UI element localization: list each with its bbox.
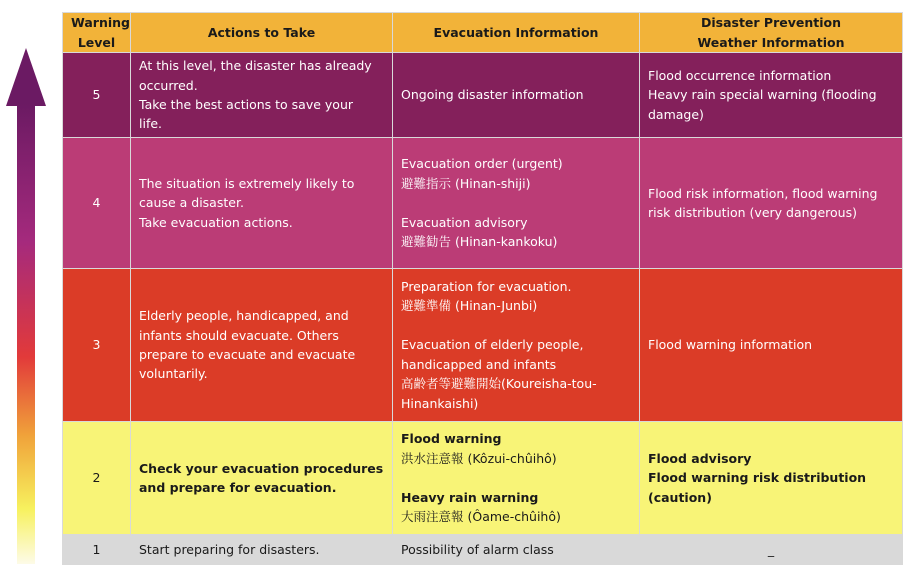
severity-arrow: [0, 0, 60, 577]
header-weather: Disaster Prevention Weather Information: [640, 13, 903, 53]
evacuation-item: Flood warning 洪水注意報 (Kôzui-chûihô): [401, 431, 557, 466]
actions-cell: Start preparing for disasters.: [131, 535, 393, 565]
warning-level-table: [62, 12, 903, 565]
header-warning-level: Warning Level: [63, 13, 131, 53]
actions-cell: The situation is extremely likely to cause a disaster. Take evacuation actions.: [131, 138, 393, 269]
table-row-level-4: [63, 138, 903, 269]
table-row-level-5: [63, 53, 903, 138]
evacuation-cell: [393, 53, 640, 138]
evacuation-cell: [393, 138, 640, 269]
weather-cell: _: [640, 535, 903, 565]
level-number: 2: [63, 422, 131, 535]
weather-cell: Flood advisory Flood warning risk distribution (caution): [640, 422, 903, 535]
evacuation-item: Ongoing disaster information: [401, 87, 584, 103]
evacuation-cell: [393, 422, 640, 535]
arrow-head: [6, 48, 46, 106]
evacuation-item: Evacuation order (urgent) 避難指示 (Hinan-shiji): [401, 156, 563, 191]
evacuation-item: Evacuation of elderly people, handicapped and infants 高齢者等避難開始(Koureisha-tou- Hinankaishi): [401, 337, 597, 411]
level-number: 5: [63, 53, 131, 138]
evacuation-item: Heavy rain warning 大雨注意報 (Ôame-chûihô): [401, 489, 561, 525]
table-row-level-2: [63, 422, 903, 535]
evacuation-cell: [393, 535, 640, 565]
header-evacuation: Evacuation Information: [393, 13, 640, 53]
weather-cell: Flood risk information, flood warning risk distribution (very dangerous): [640, 138, 903, 269]
level-number: 4: [63, 138, 131, 269]
actions-cell: At this level, the disaster has already occurred. Take the best actions to save your life.: [131, 53, 393, 138]
header-row: [63, 13, 903, 53]
level-number: 1: [63, 535, 131, 565]
arrow-shaft: [17, 104, 35, 564]
evacuation-item: Possibility of alarm class: [401, 541, 554, 557]
level-number: 3: [63, 269, 131, 422]
header-actions: Actions to Take: [131, 13, 393, 53]
table-row-level-1: [63, 535, 903, 565]
evacuation-cell: [393, 269, 640, 422]
actions-cell: Check your evacuation procedures and prepare for evacuation.: [131, 422, 393, 535]
evacuation-item: Evacuation advisory 避難勧告 (Hinan-kankoku): [401, 214, 558, 250]
weather-cell: Flood occurrence information Heavy rain special warning (flooding damage): [640, 53, 903, 138]
table-row-level-3: [63, 269, 903, 422]
actions-cell: Elderly people, handicapped, and infants should evacuate. Others prepare to evacuate and evacuate voluntarily.: [131, 269, 393, 422]
weather-cell: Flood warning information: [640, 269, 903, 422]
evacuation-item: Preparation for evacuation. 避難準備 (Hinan-Junbi): [401, 279, 572, 314]
